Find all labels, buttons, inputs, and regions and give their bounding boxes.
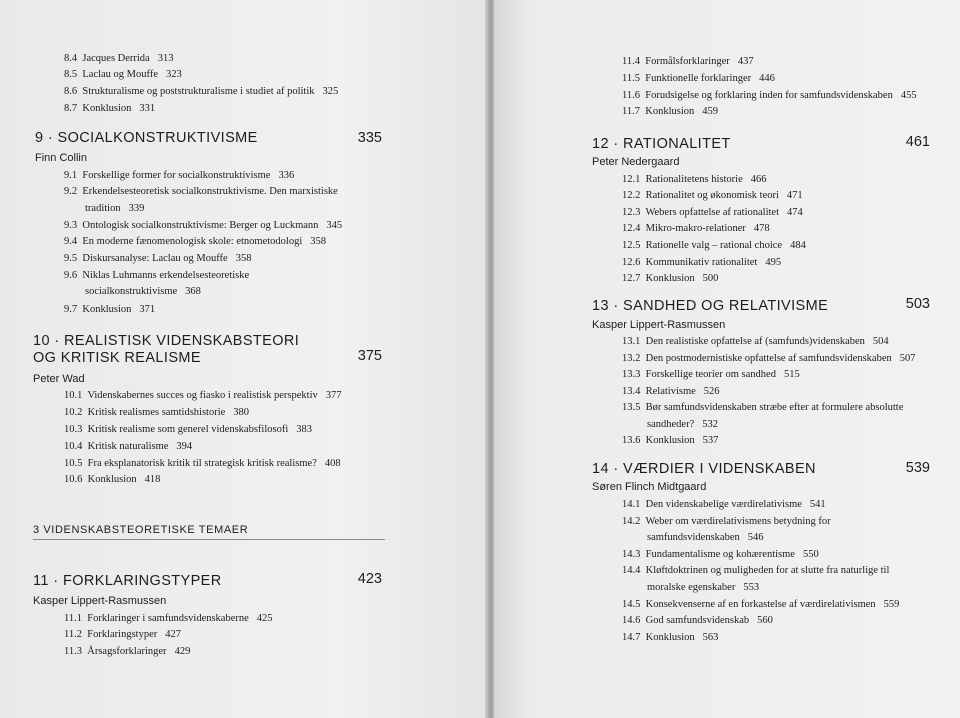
toc-entry: 12.7 Konklusion 500 (622, 273, 719, 284)
toc-entry: 11.1 Forklaringer i samfundsvidenskaberne 425 (64, 613, 273, 624)
toc-entry: 13.4 Relativisme 526 (622, 386, 720, 397)
toc-entry: 10.6 Konklusion 418 (64, 474, 161, 485)
chapter-author: Kasper Lippert-Rasmussen (33, 595, 167, 607)
toc-entry: 12.4 Mikro-makro-relationer 478 (622, 223, 770, 234)
toc-entry: 12.3 Webers opfattelse af rationalitet 474 (622, 207, 803, 218)
toc-entry: 14.1 Den videnskabelige værdirelativisme 541 (622, 499, 826, 510)
toc-entry: 9.6 Niklas Luhmanns erkendelsesteoretiske (64, 270, 250, 281)
chapter-page: 423 (357, 571, 382, 587)
toc-entry: 8.4 Jacques Derrida 313 (64, 53, 174, 64)
toc-entry-continuation: sandheder? 532 (647, 419, 718, 430)
toc-entry: 14.4 Kløftdoktrinen og muligheden for at slutte fra naturlige til (622, 565, 890, 576)
toc-entry: 10.4 Kritisk naturalisme 394 (64, 441, 193, 452)
chapter-page: 539 (905, 460, 930, 476)
toc-entry-continuation: moralske egenskaber 553 (647, 582, 760, 593)
chapter-title: 9 · SOCIALKONSTRUKTIVISME (35, 130, 258, 146)
right-page (494, 0, 960, 718)
toc-entry: 13.5 Bør samfundsvidenskaben stræbe efter at formulere absolutte (622, 402, 904, 413)
toc-entry: 9.3 Ontologisk socialkonstruktivisme: Berger og Luckmann 345 (64, 220, 343, 231)
toc-entry: 14.5 Konsekvenserne af en forkastelse af værdirelativismen 559 (622, 599, 900, 610)
toc-entry: 11.4 Formålsforklaringer 437 (622, 56, 754, 67)
chapter-title: 12 · RATIONALITET (592, 136, 731, 152)
toc-entry: 9.4 En moderne fænomenologisk skole: etnometodologi 358 (64, 236, 327, 247)
toc-entry: 14.3 Fundamentalisme og kohærentisme 550 (622, 549, 819, 560)
chapter-page: 461 (905, 134, 930, 150)
toc-entry: 10.1 Videnskabernes succes og fiasko i realistisk perspektiv 377 (64, 390, 342, 401)
chapter-title: 14 · VÆRDIER I VIDENSKABEN (592, 461, 816, 477)
toc-entry: 14.7 Konklusion 563 (622, 632, 719, 643)
chapter-title: 13 · SANDHED OG RELATIVISME (592, 298, 829, 314)
toc-entry: 13.2 Den postmodernistiske opfattelse af samfundsvidenskaben 507 (622, 353, 916, 364)
chapter-title-line2: OG KRITISK REALISME (33, 350, 201, 366)
toc-entry: 8.6 Strukturalisme og poststrukturalisme i studiet af politik 325 (64, 86, 339, 97)
chapter-page: 335 (357, 130, 382, 146)
toc-entry: 11.3 Årsagsforklaringer 429 (64, 646, 191, 657)
toc-entry: 12.6 Kommunikativ rationalitet 495 (622, 257, 782, 268)
toc-entry: 13.3 Forskellige teorier om sandhed 515 (622, 369, 800, 380)
chapter-title: 10 · REALISTISK VIDENSKABSTEORI (33, 333, 300, 349)
toc-entry: 12.1 Rationalitetens historie 466 (622, 174, 767, 185)
toc-entry: 8.5 Laclau og Mouffe 323 (64, 69, 182, 80)
chapter-page: 375 (357, 348, 382, 364)
part-divider (33, 539, 385, 540)
toc-entry: 11.7 Konklusion 459 (622, 106, 719, 117)
toc-entry: 13.6 Konklusion 537 (622, 435, 719, 446)
toc-entry: 14.2 Weber om værdirelativismens betydning for (622, 516, 831, 527)
chapter-title: 11 · FORKLARINGSTYPER (33, 573, 222, 589)
chapter-author: Søren Flinch Midtgaard (592, 481, 707, 493)
toc-entry: 8.7 Konklusion 331 (64, 103, 156, 114)
toc-entry: 14.6 God samfundsvidenskab 560 (622, 615, 773, 626)
toc-entry: 10.2 Kritisk realismes samtidshistorie 380 (64, 407, 250, 418)
toc-entry-continuation: tradition 339 (85, 203, 145, 214)
toc-entry: 11.5 Funktionelle forklaringer 446 (622, 73, 775, 84)
toc-entry: 9.2 Erkendelsesteoretisk socialkonstruktivisme. Den marxistiske (64, 186, 338, 197)
chapter-author: Kasper Lippert-Rasmussen (592, 319, 726, 331)
toc-entry: 12.5 Rationelle valg – rational choice 484 (622, 240, 806, 251)
chapter-author: Finn Collin (35, 152, 87, 164)
toc-entry: 9.7 Konklusion 371 (64, 304, 156, 315)
toc-entry: 10.3 Kritisk realisme som generel videnskabsfilosofi 383 (64, 424, 312, 435)
toc-entry: 11.6 Forudsigelse og forklaring inden for samfundsvidenskaben 455 (622, 90, 917, 101)
chapter-author: Peter Wad (33, 373, 85, 385)
chapter-author: Peter Nedergaard (592, 156, 680, 168)
toc-entry: 13.1 Den realistiske opfattelse af (samfunds)videnskaben 504 (622, 336, 889, 347)
chapter-page: 503 (905, 296, 930, 312)
toc-entry-continuation: samfundsvidenskaben 546 (647, 532, 764, 543)
toc-entry: 12.2 Rationalitet og økonomisk teori 471 (622, 190, 803, 201)
part-title: 3 VIDENSKABSTEORETISKE TEMAER (33, 524, 249, 536)
toc-entry: 9.5 Diskursanalyse: Laclau og Mouffe 358 (64, 253, 252, 264)
toc-entry: 11.2 Forklaringstyper 427 (64, 629, 181, 640)
toc-entry: 10.5 Fra eksplanatorisk kritik til strategisk kritisk realisme? 408 (64, 458, 341, 469)
toc-entry-continuation: socialkonstruktivisme 368 (85, 286, 201, 297)
toc-entry: 9.1 Forskellige former for socialkonstruktivisme 336 (64, 170, 295, 181)
